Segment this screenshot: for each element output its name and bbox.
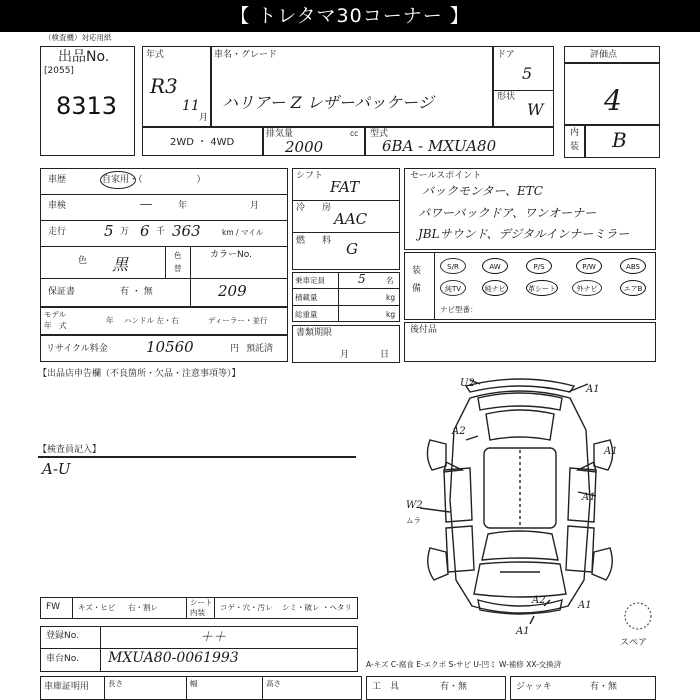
model-row-l2: 年 式 — [44, 321, 67, 330]
repaint-label-2: 替 — [174, 264, 182, 273]
equipment-label-2: 備 — [412, 284, 422, 294]
fw-f: ・ヘタリ — [322, 603, 352, 612]
equip-aw: AW — [482, 258, 508, 274]
recycle-label: リサイクル料金 — [46, 344, 108, 354]
repaint-label-1: 色 — [174, 251, 182, 260]
fw-c2: 内装 — [190, 608, 205, 617]
cert-length: 長さ — [108, 679, 123, 688]
mileage-unit1: 万 — [120, 227, 130, 237]
shift-value: FAT — [330, 178, 360, 196]
car-name-label: 車名・グレード — [214, 50, 278, 60]
interior-value: B — [612, 128, 627, 152]
sales-point-3: JBLサウンド、デジタルインナーミラー — [418, 227, 630, 241]
fuel-label-2: 料 — [322, 236, 332, 246]
tools-options: 有・無 — [440, 682, 468, 692]
inspection-month: 月 — [250, 201, 260, 211]
aircon-value: AAC — [334, 210, 368, 228]
capacity-label: 乗車定員 — [295, 276, 325, 285]
mark-6: W2 — [406, 500, 423, 511]
interior-label-1: 内 — [570, 128, 580, 138]
warranty-options: 有 ・ 無 — [120, 287, 153, 297]
fuel-label-1: 燃 — [296, 236, 306, 246]
after-parts-label: 後付品 — [410, 325, 438, 335]
inspection-value: ― — [140, 197, 152, 211]
navi-type-label: ナビ型番： — [440, 305, 478, 314]
mark-7: ムラ — [406, 516, 421, 525]
equip-tv: 純TV — [440, 280, 466, 296]
equip-navi: 純ナビ — [482, 280, 508, 296]
header-banner: 【 トレタマ30コーナー 】 — [0, 0, 700, 32]
mileage-unit2: 千 — [156, 227, 166, 237]
doc-deadline-label: 書類期限 — [296, 328, 333, 338]
equip-sr: S/R — [440, 258, 466, 274]
mark-9: A2 — [532, 595, 546, 606]
declaration-label: 【出品店申告欄（不良箇所・欠品・注意事項等）】 — [38, 369, 241, 379]
shape-value: W — [527, 100, 544, 119]
model-type-value: 6BA - MXUA80 — [382, 137, 497, 155]
displacement-value: 2000 — [285, 138, 324, 156]
capacity-unit: 名 — [386, 276, 394, 285]
year-month-unit: 月 — [199, 113, 209, 123]
model-type-label: 型式 — [370, 129, 389, 139]
year-label: 年式 — [146, 50, 165, 60]
equipment-label-1: 装 — [412, 266, 422, 276]
lot-label: 出品No. — [58, 49, 110, 65]
color-no-label: カラーNo. — [210, 250, 252, 260]
inspection-year: 年 — [178, 201, 188, 211]
mark-1: U2 — [460, 378, 475, 389]
inspection-label: 車検 — [48, 201, 67, 211]
registration-value: ＋＋ — [200, 630, 227, 645]
chassis-label: 車台No. — [46, 654, 79, 664]
warranty-label: 保証書 — [48, 287, 76, 297]
cert-label: 車庫証明用 — [44, 682, 90, 692]
sales-point-1: バックモンター、ETC — [422, 184, 543, 198]
top-note: （検査機）対応用紙 — [44, 33, 112, 42]
registration-label: 登録No. — [46, 631, 79, 641]
year-value: R3 — [150, 74, 178, 98]
color-no-value: 209 — [218, 282, 247, 300]
model-row-dealer: ディーラー・並行 — [208, 316, 268, 325]
aircon-label-2: 房 — [322, 203, 332, 213]
mark-3: A2 — [452, 426, 466, 437]
model-row-l1: モデル — [44, 310, 67, 319]
load-unit: kg — [386, 293, 396, 302]
inspector-value: A-U — [42, 460, 71, 478]
mileage-units: km / マイル — [222, 228, 264, 237]
equip-abs: ABS — [620, 258, 646, 274]
lot-number: 8313 — [56, 92, 118, 120]
chassis-value: MXUA80-0061993 — [108, 650, 239, 666]
history-label: 車歴 — [48, 175, 67, 185]
car-name-value: ハリアー Z レザーパッケージ — [222, 93, 434, 112]
mileage-label: 走行 — [48, 227, 67, 237]
load-label: 積載量 — [295, 293, 318, 302]
mark-2: A1 — [586, 384, 600, 395]
cert-height: 高さ — [266, 679, 281, 688]
score-label: 評価点 — [590, 50, 618, 60]
shift-label: シフト — [296, 171, 324, 181]
model-row-handle: ハンドル 左・右 — [124, 316, 179, 325]
cert-width: 幅 — [190, 679, 198, 688]
inspector-label: 【検査員記入】 — [38, 445, 102, 455]
capacity-value: 5 — [358, 272, 366, 286]
displacement-unit: cc — [350, 129, 359, 138]
aircon-label-1: 冷 — [296, 203, 306, 213]
lot-sub: [2055] — [44, 66, 74, 76]
drive-label: 2WD ・ 4WD — [170, 137, 235, 148]
color-value: 黒 — [112, 255, 129, 274]
doc-deadline-month: 月 — [340, 350, 350, 360]
equip-airbag: エアB — [620, 280, 646, 296]
mark-5: A1 — [582, 492, 596, 503]
doc-deadline-day: 日 — [380, 350, 390, 360]
gross-weight-label: 総重量 — [295, 310, 318, 319]
mark-4: A1 — [604, 446, 618, 457]
model-row-year: 年 — [106, 316, 114, 325]
fw-e: シミ・破レ — [282, 603, 320, 612]
mark-10: A1 — [516, 626, 530, 637]
gross-weight-unit: kg — [386, 310, 396, 319]
fw-b: 右・割レ — [128, 603, 158, 612]
jack-label: ジャッキ — [516, 682, 552, 692]
tools-label: 工 具 — [372, 682, 400, 692]
interior-label-2: 装 — [570, 142, 580, 152]
fw-c1: シート — [190, 598, 213, 607]
equip-leather: 革シート — [526, 280, 558, 296]
fw-label: FW — [46, 602, 61, 612]
mileage-man: 5 — [104, 222, 114, 240]
recycle-value: 10560 — [146, 338, 194, 356]
doors-value: 5 — [522, 64, 533, 83]
recycle-status: 預託済 — [246, 344, 274, 354]
shape-label: 形状 — [497, 92, 516, 102]
color-label: 色 — [78, 256, 88, 266]
fuel-value: G — [346, 240, 358, 258]
mileage-rest: 363 — [172, 222, 201, 240]
damage-legend: A-キズ C-腐食 E-エクボ S-サビ U-凹ミ W-補修 XX-交換済 — [366, 660, 562, 669]
equip-pw: P/W — [576, 258, 602, 274]
equip-ext-navi: 外ナビ — [572, 280, 602, 296]
spare-label: スペア — [620, 638, 648, 648]
displacement-label: 排気量 — [266, 129, 294, 139]
mileage-sen: 6 — [140, 222, 150, 240]
fw-a: キズ・ヒビ — [78, 603, 116, 612]
sales-point-2: パワーバックドア、ワンオーナー — [418, 206, 597, 220]
jack-options: 有・無 — [590, 682, 618, 692]
history-options: 自家用・（ ） — [102, 175, 206, 185]
score-value: 4 — [604, 84, 622, 117]
doors-label: ドア — [497, 50, 515, 60]
equip-ps: P/S — [526, 258, 552, 274]
mark-8: A1 — [578, 600, 592, 611]
sales-points-label: セールスポイント — [410, 171, 482, 181]
recycle-unit: 円 — [230, 344, 240, 354]
fw-d: コゲ・穴・汚レ — [220, 603, 273, 612]
year-month: 11 — [182, 98, 200, 114]
